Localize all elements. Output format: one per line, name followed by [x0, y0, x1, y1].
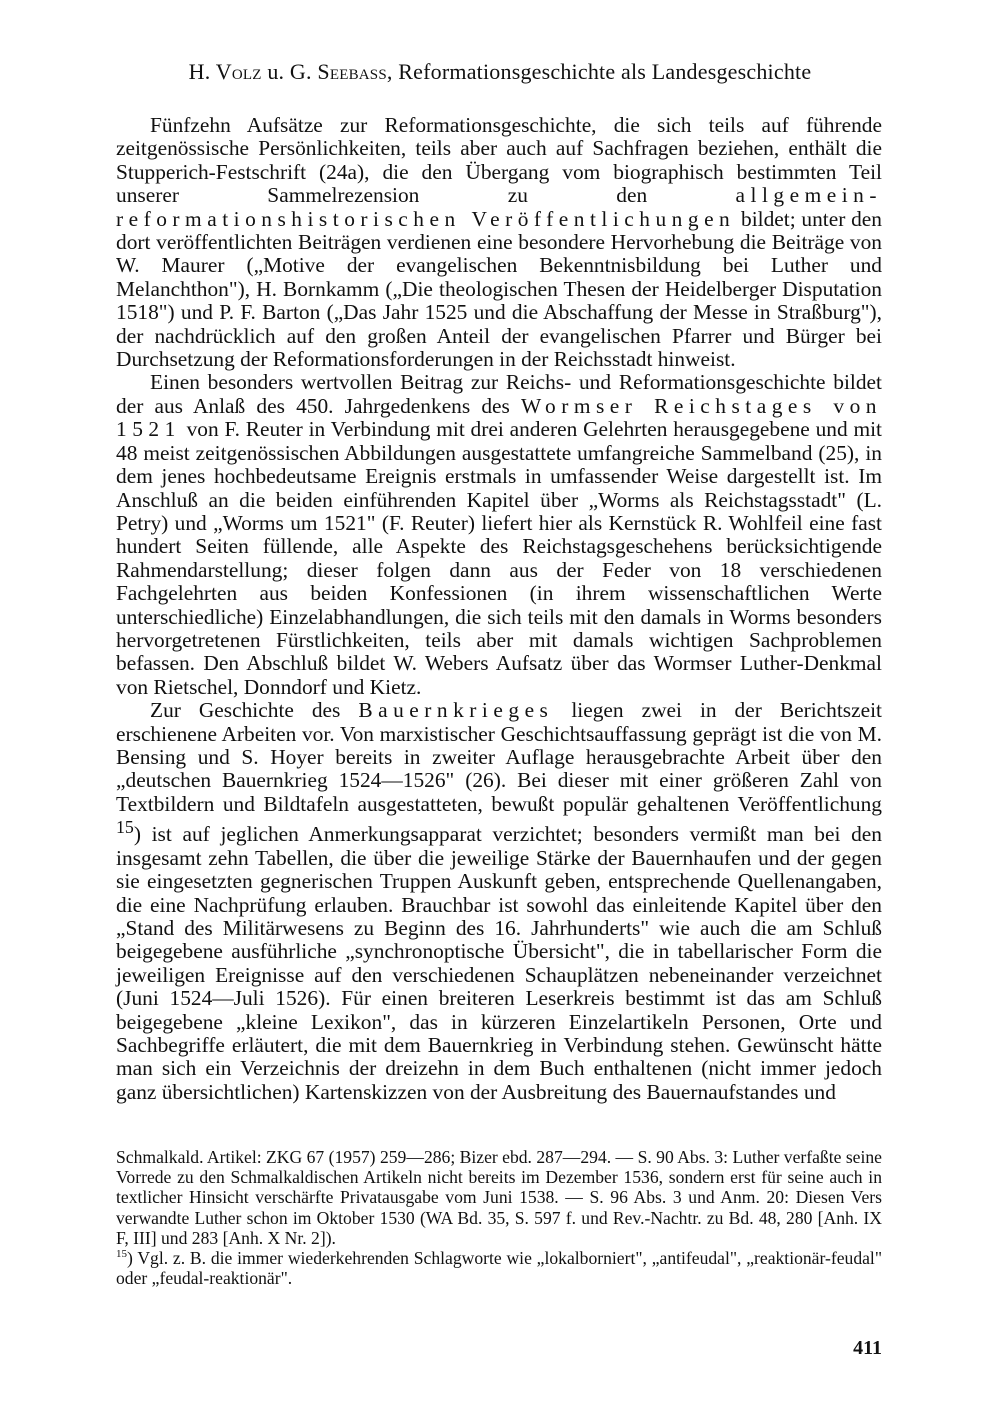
footnotes [116, 1147, 882, 1288]
paragraph-1-text-a: Fünfzehn Aufsätze zur Reformationsgeschichte, die sich teils auf führende zeitgenössische Persönlichkeiten, teils aber auch auf Sachfragen beziehen, enthält die Stupperich-Festschrift (24a), die den Übergang vom biographisch bestimmten Teil unserer Sammelrezension zu den [116, 113, 882, 208]
footnote-continuation: Schmalkald. Artikel: ZKG 67 (1957) 259—286; Bizer ebd. 287—294. — S. 90 Abs. 3: Luther verfaßte seine Vorrede zu den Schmalkaldischen Artikeln nicht bereits im Dezember 1536, sondern erst für seine auch in textlicher Hinsicht verschärfte Privatausgabe vom Juni 1538. — S. 96 Abs. 3 und Anm. 20: Diesen Vers verwandte Luther schon im Oktober 1530 (WA Bd. 35, S. 597 f. und Rev.-Nachtr. zu Bd. 48, 280 [Anh. IX F, III] und 283 [Anh. X Nr. 2]). [116, 1147, 882, 1248]
footnote-15-number: 15 [116, 1248, 127, 1261]
author-connector: u. [267, 59, 285, 84]
paragraph-3-text-c: ) ist auf jeglichen Anmerkungsapparat verzichtet; besonders vermißt man bei den insgesamt zehn Tabellen, die über die jeweilige Stärke der Bauernhaufen und der gegen sie eingesetzten gegnerischen Truppen Auskunft geben, entsprechende Quellenangaben, die eine Nachprüfung erlauben. Brauchbar ist sowohl das einleitende Kapitel über den „Stand des Militärwesens zu Beginn des 16. Jahrhunderts" wie auch die am Schluß beigegebene ausführliche „synchronoptische Übersicht", die in tabellarischer Form die jeweiligen Ereignisse auf den verschiedenen Schauplätzen nebeneinander verzeichnet (Juni 1524—Juli 1526). Für einen breiteren Leserkreis bestimmt ist das am Schluß beigegebene „kleine Lexikon", das in kürzeren Einzelartikeln Personen, Orte und Sachbegriffe erläutert, die mit dem Bauernkrieg in Verbindung stehen. Gewünscht hätte man sich ein Verzeichnis der dreizehn in dem Buch enthaltenen (nicht immer jedoch ganz übersichtlichen) Kartenskizzen von der Ausbreitung des Bauernaufstandes und [116, 822, 882, 1104]
footnote-ref-15: 15 [116, 817, 134, 838]
paragraph-3-spaced-text: Bauernkrieges [358, 698, 554, 723]
paragraph-1-spaced-text: allgemein-reformationshistorischen Veröffentlichungen [116, 183, 882, 231]
paragraph-2-spaced-text: Wormser Reichstages von 1521 [116, 393, 882, 442]
footnote-15-text: ) Vgl. z. B. die immer wiederkehrenden Schlagworte wie „lokalborniert", „antifeudal", „reaktionär-feudal" oder „feudal-reaktionär". [116, 1248, 882, 1289]
main-text [116, 114, 882, 1104]
paragraph-1 [116, 114, 882, 371]
paragraph-3 [116, 699, 882, 1104]
paragraph-2 [116, 371, 882, 699]
author-2: G. Seebass, [289, 59, 393, 84]
paragraph-2-text-a: Einen besonders wertvollen Beitrag zur Reichs- und Reformationsgeschichte bildet der aus Anlaß des 450. Jahrgedenkens des [116, 370, 882, 418]
footnote-15 [116, 1248, 882, 1288]
paragraph-3-text-a: Zur Geschichte des [150, 698, 359, 723]
paragraph-2-text-b: von F. Reuter in Verbindung mit drei anderen Gelehrten herausgegebene und mit 48 meist zeitgenössischen Abbildungen ausgestattete umfangreiche Sammelband (25), in dem jenes hochbedeutsame Ereignis erstmals in umfassender Weise dargestellt ist. Im Anschluß an die beiden einführenden Kapitel über „Worms als Reichstagsstadt" (L. Petry) und „Worms um 1521" (F. Reuter) liefert hier als Kernstück R. Wohlfeil eine fast hundert Seiten füllende, alle Aspekte des Reichstagsgeschehens berücksichtigende Rahmendarstellung; dieser folgen dann aus der Feder von 18 verschiedenen Fachgelehrten aus beiden Konfessionen (in ihrem wissenschaftlichen Werte unterschiedliche) Einzelabhandlungen, die sich teils mit den damals in Worms besonders hervorgetretenen Fürstlichkeiten, teils aber mit damals wichtigen Sachproblemen befassen. Den Abschluß bildet W. Webers Aufsatz über das Wormser Luther-Denkmal von Rietschel, Donndorf und Kietz. [116, 417, 882, 699]
running-title: Reformationsgeschichte als Landesgeschichte [398, 59, 812, 84]
running-head [116, 58, 884, 86]
page-number: 411 [853, 1337, 882, 1359]
paragraph-1-text-b: bildet; unter den dort veröffentlichten Beiträgen verdienen eine besondere Hervorhebung die Beiträge von W. Maurer („Motive der evangelischen Bekenntnisbildung bei Luther und Melanchthon"), H. Bornkamm („Die theologischen Thesen der Heidelberger Disputation 1518") und P. F. Barton („Das Jahr 1525 und die Abschaffung der Messe in Straßburg"), der nachdrücklich auf den großen Anteil der evangelischen Pfarrer und Bürger bei Durchsetzung der Reformationsforderungen in der Reichsstadt hinweist. [116, 206, 882, 372]
paragraph-3-text-b: liegen zwei in der Berichtszeit erschienene Arbeiten vor. Von marxistischer Geschichtsauffassung geprägt ist die von M. Bensing und S. Hoyer bereits in zweiter Auflage herausgebrachte Arbeit über den „deutschen Bauernkrieg 1524—1526" (26). Bei dieser mit einer größeren Zahl von Textbildern und Bildtafeln ausgestatteten, bewußt populär gehaltenen Veröffentlichung [116, 698, 882, 816]
author-1: H. Volz [188, 59, 262, 84]
